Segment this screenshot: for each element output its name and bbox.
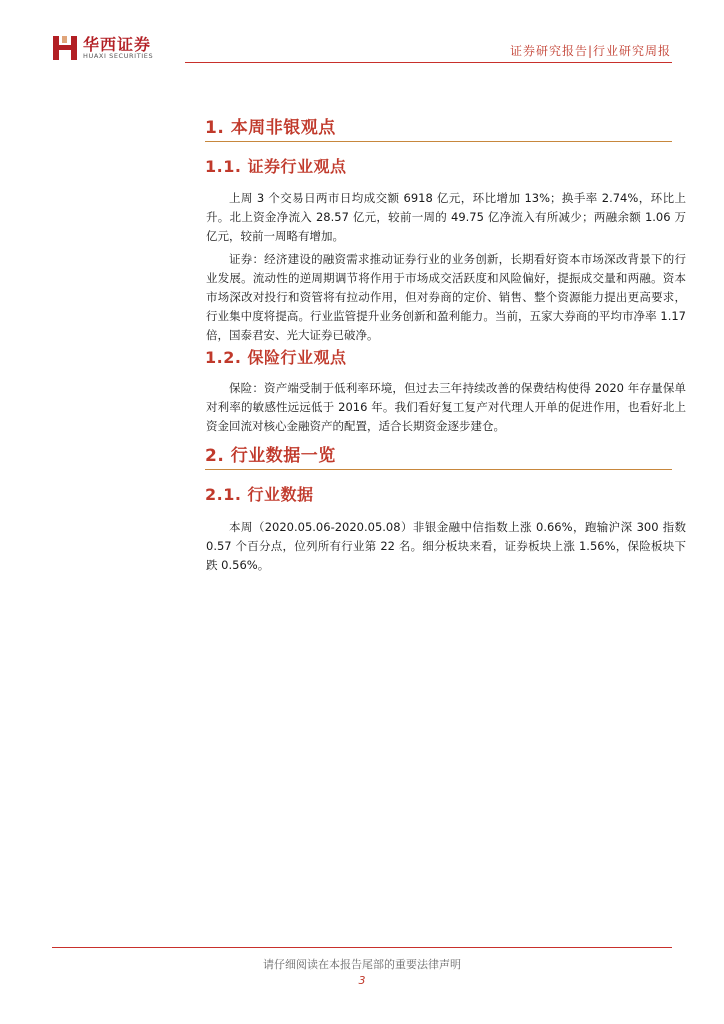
industry-data-paragraph: 本周（2020.05.06-2020.05.08）非银金融中信指数上涨 0.66%，跑输沪深 300 指数 0.57 个百分点，位列所有行业第 22 名。细分板块来看，证券板块上涨 1.56%，保险板块下跌 0.56%。 <box>206 520 686 572</box>
section-2-heading: 2. 行业数据一览 <box>205 446 336 466</box>
report-type-label: 证券研究报告|行业研究周报 <box>509 44 671 58</box>
section-2-1-heading: 2.1. 行业数据 <box>205 485 314 504</box>
brand-name-cn: 华西证券 <box>83 35 152 54</box>
securities-market-paragraph: 上周 3 个交易日两市日均成交额 6918 亿元，环比增加 13%；换手率 2.74%，环比上升。北上资金净流入 28.57 亿元，较前一周的 49.75 亿净流入有所减少；两融余额 1.06 万亿元，较前一周略有增加。 <box>206 191 686 243</box>
section-2-divider <box>205 469 672 470</box>
securities-view-paragraph: 证券：经济建设的融资需求推动证券行业的业务创新，长期看好资本市场深改背景下的行业发展。流动性的逆周期调节将作用于市场成交活跃度和风险偏好，提振成交量和两融。资本市场深改对投行和资管将有拉动作用，但对券商的定价、销售、整个资源能力提出更高要求，行业集中度将提高。行业监管提升业务创新和盈利能力。当前，五家大券商的平均市净率 1.17 倍，国泰君安、光大证券已破净。 <box>206 252 686 342</box>
huaxi-logo-icon <box>52 34 78 62</box>
section-1-heading: 1. 本周非银观点 <box>205 118 336 138</box>
legal-disclaimer-notice: 请仔细阅读在本报告尾部的重要法律声明 <box>263 958 461 971</box>
footer-divider <box>52 947 672 948</box>
section-1-1-heading: 1.1. 证券行业观点 <box>205 157 347 176</box>
brand-name-en: HUAXI SECURITIES <box>83 52 154 60</box>
section-1-divider <box>205 141 672 142</box>
page-number: 3 <box>358 974 366 987</box>
header-divider <box>185 62 672 63</box>
insurance-view-paragraph: 保险：资产端受制于低利率环境，但过去三年持续改善的保费结构使得 2020 年存量保单对利率的敏感性远远低于 2016 年。我们看好复工复产对代理人开单的促进作用，也看好北上资金回流对核心金融资产的配置，适合长期资金逐步建仓。 <box>206 381 686 433</box>
section-1-2-heading: 1.2. 保险行业观点 <box>205 348 347 367</box>
